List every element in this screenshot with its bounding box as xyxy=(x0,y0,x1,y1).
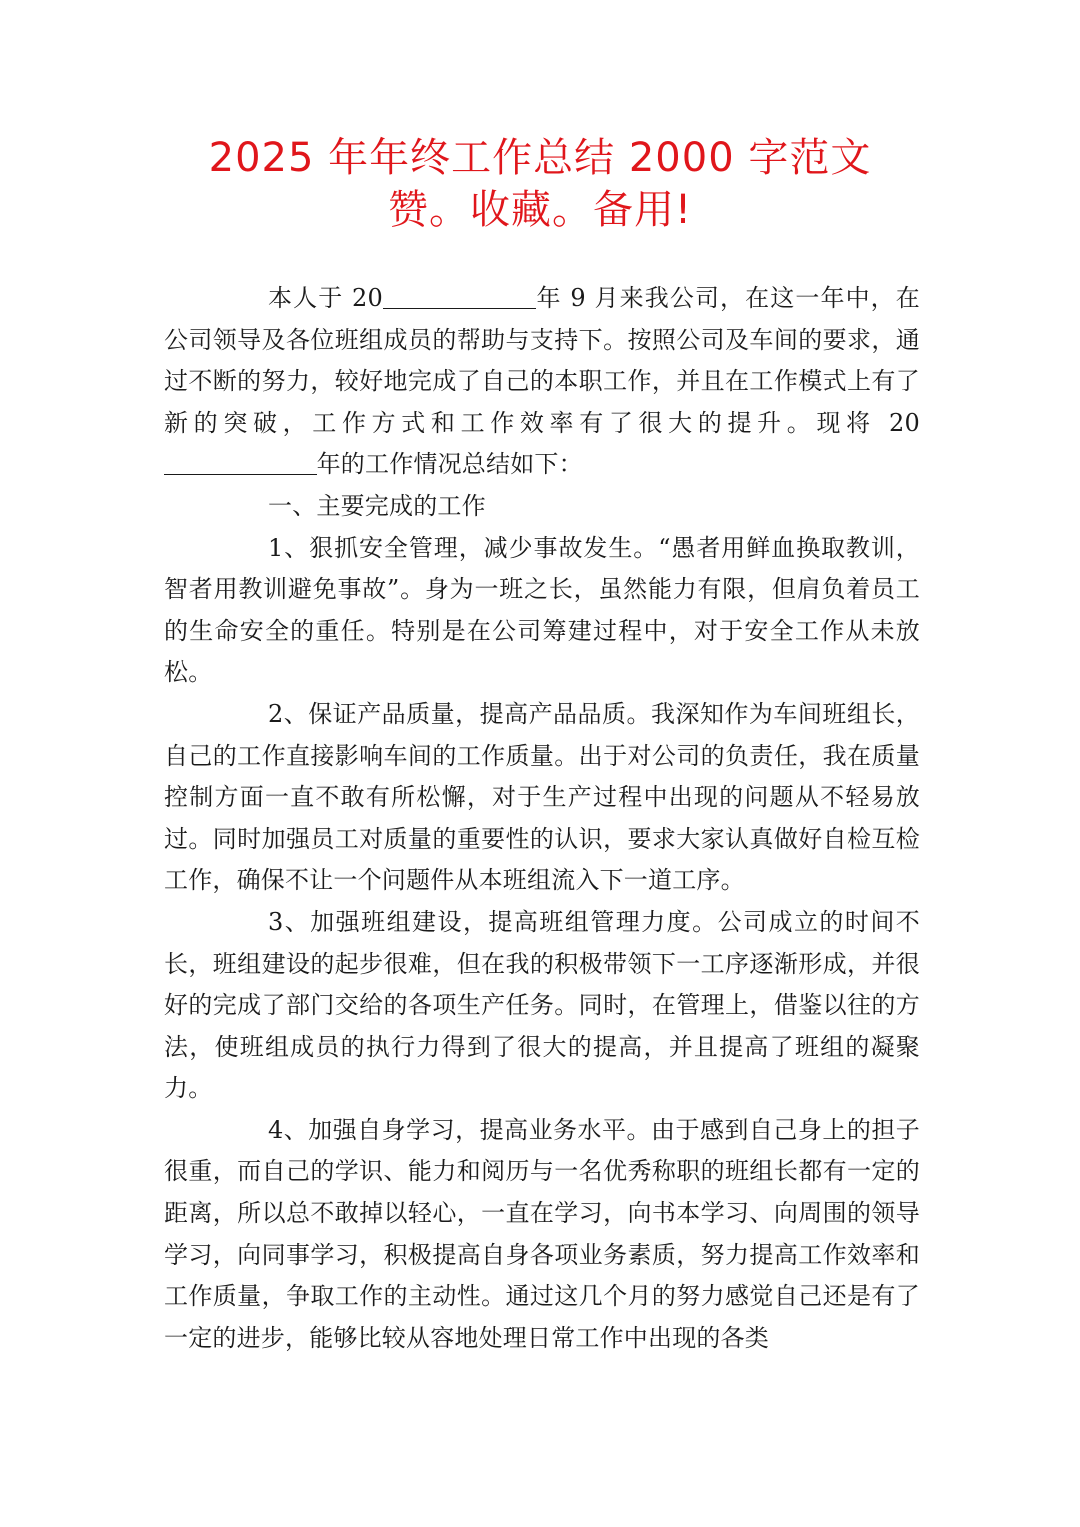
blank-underline xyxy=(164,452,317,475)
document-title xyxy=(0,132,1080,236)
item-paragraph-4: 4、加强自身学习，提高业务水平。由于感到自己身上的担子很重，而自己的学识、能力和阅历与一名优秀称职的班组长都有一定的距离，所以总不敢掉以轻心，一直在学习，向书本学习、向周围的领导学习，向同事学习，积极提高自身各项业务素质，努力提高工作效率和工作质量，争取工作的主动性。通过这几个月的努力感觉自己还是有了一定的进步，能够比较从容地处理日常工作中出现的各类 xyxy=(164,1115,920,1352)
blank-underline xyxy=(383,286,536,309)
title-line-2: 赞。收藏。备用! xyxy=(387,187,693,233)
document-body xyxy=(164,278,920,1359)
intro-text-mid: 年 9 月来我公司，在这一年中，在公司领导及各位班组成员的帮助与支持下。按照公司及车间的要求，通过不断的努力，较好地完成了自己的本职工作，并且在工作模式上有了新的突破，工作方式和工作效率有了很大的提升。现将 20 xyxy=(164,284,920,437)
intro-paragraph xyxy=(164,278,920,486)
intro-text-post: 年的工作情况总结如下： xyxy=(316,450,583,479)
item-paragraph-1: 1、狠抓安全管理，减少事故发生。“愚者用鲜血换取教训，智者用教训避免事故”。身为一班之长，虽然能力有限，但肩负着员工的生命安全的重任。特别是在公司筹建过程中，对于安全工作从未放松。 xyxy=(164,533,920,687)
item-paragraph-3: 3、加强班组建设，提高班组管理力度。公司成立的时间不长，班组建设的起步很难，但在我的积极带领下一工序逐渐形成，并很好的完成了部门交给的各项生产任务。同时，在管理上，借鉴以往的方法，使班组成员的执行力得到了很大的提高，并且提高了班组的凝聚力。 xyxy=(164,907,920,1103)
intro-text-pre: 本人于 20 xyxy=(268,284,383,312)
section-heading: 一、主要完成的工作 xyxy=(268,491,486,520)
item-paragraph-2: 2、保证产品质量，提高产品品质。我深知作为车间班组长，自己的工作直接影响车间的工作质量。出于对公司的负责任，我在质量控制方面一直不敢有所松懈，对于生产过程中出现的问题从不轻易放过。同时加强员工对质量的重要性的认识，要求大家认真做好自检互检工作，确保不让一个问题件从本班组流入下一道工序。 xyxy=(164,699,920,895)
title-line-1: 2025 年年终工作总结 2000 字范文 xyxy=(208,135,872,181)
